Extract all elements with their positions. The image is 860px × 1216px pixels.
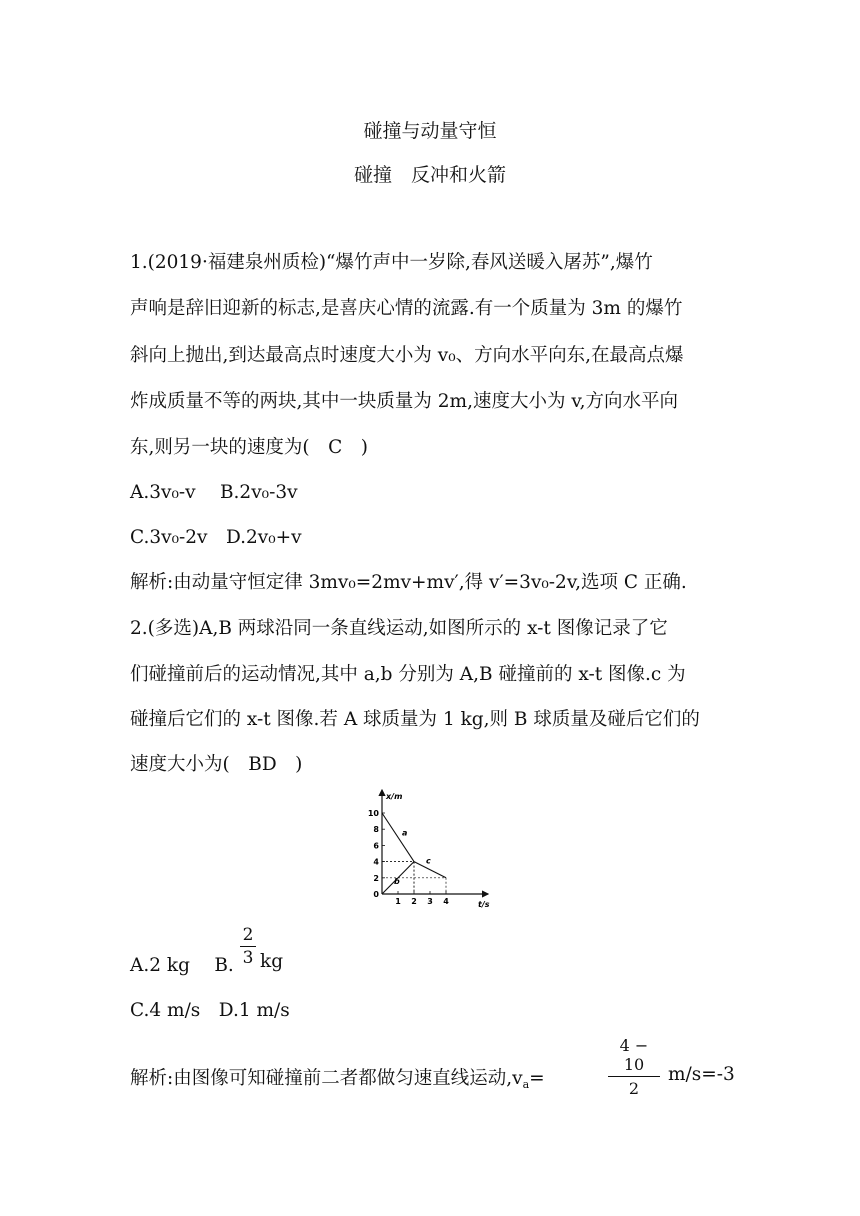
option-b-fraction [240,925,256,968]
x-axis-label: t/s [478,900,490,909]
fraction-numerator: 4 − 10 [619,1036,649,1074]
q1-line: 东,则另一块的速度为( C ) [130,437,368,458]
y-tick-label: 4 [373,857,379,867]
fraction-numerator: 2 [242,925,254,945]
y-tick-label: 6 [373,841,379,851]
fraction-denominator: 3 [242,948,254,968]
y-tick-label: 10 [367,809,379,818]
q2-line: 碰撞后它们的 x-t 图像.若 A 球质量为 1 kg,则 B 球质量及碰后它们的 [130,709,700,730]
q2-analysis-text: 解析:由图像可知碰撞前二者都做匀速直线运动,v [130,1068,523,1089]
q1-line: 1.(2019·福建泉州质检)“爆竹声中一岁除,春风送暖入屠苏”,爆竹 [130,252,653,273]
fraction-bar [240,946,256,947]
series-label-c: c [426,856,431,866]
page-title: 碰撞与动量守恒 [363,120,497,142]
analysis-fraction [608,1036,660,1098]
q2-line: 速度大小为( BD ) [130,754,303,775]
equals-sign: = [529,1068,545,1089]
fraction-denominator: 2 [628,1079,640,1098]
y-tick-label: 0 [373,890,379,899]
series-label-a: a [402,828,408,838]
series-line-a [382,813,414,862]
q2-line: 2.(多选)A,B 两球沿同一条直线运动,如图所示的 x-t 图像记录了它 [130,618,668,639]
q2-options-cd: C.4 m/s D.1 m/s [130,1000,290,1021]
page-subtitle: 碰撞 反冲和火箭 [353,164,506,186]
q2-option-a: A.2 kg B. [130,955,234,976]
y-axis-label: x/m [386,792,403,801]
q2-line: 们碰撞前后的运动情况,其中 a,b 分别为 A,B 碰撞前的 x-t 图像.c 为 [130,664,686,685]
q2-options-ab [130,951,234,977]
q1-analysis: 解析:由动量守恒定律 3mv₀=2mv+mv′,得 v′=3v₀-2v,选项 C 正确. [130,572,687,593]
q1-line: 斜向上抛出,到达最高点时速度大小为 v₀、方向水平向东,在最高点爆 [130,345,684,366]
q1-line: 声响是辞旧迎新的标志,是喜庆心情的流露.有一个质量为 3m 的爆竹 [130,298,683,319]
x-tick-label: 3 [427,897,433,906]
series-label-b: b [394,876,400,886]
x-tick-label: 2 [411,897,417,906]
q2-analysis [130,1064,545,1090]
x-tick-label: 1 [395,897,401,906]
q2-analysis-tail: m/s=-3 [668,1064,735,1085]
option-b-unit: kg [260,951,284,972]
xt-graph [352,784,502,912]
q1-line: 炸成质量不等的两块,其中一块质量为 2m,速度大小为 v,方向水平向 [130,391,678,412]
velocity-subscript: a [522,1078,530,1091]
q1-options-cd: C.3v₀-2v D.2v₀+v [130,527,302,548]
x-tick-label: 4 [443,897,449,906]
fraction-bar [608,1076,660,1077]
y-tick-label: 2 [373,873,379,883]
y-tick-label: 8 [373,825,379,835]
q1-options-ab: A.3v₀-v B.2v₀-3v [130,482,298,503]
